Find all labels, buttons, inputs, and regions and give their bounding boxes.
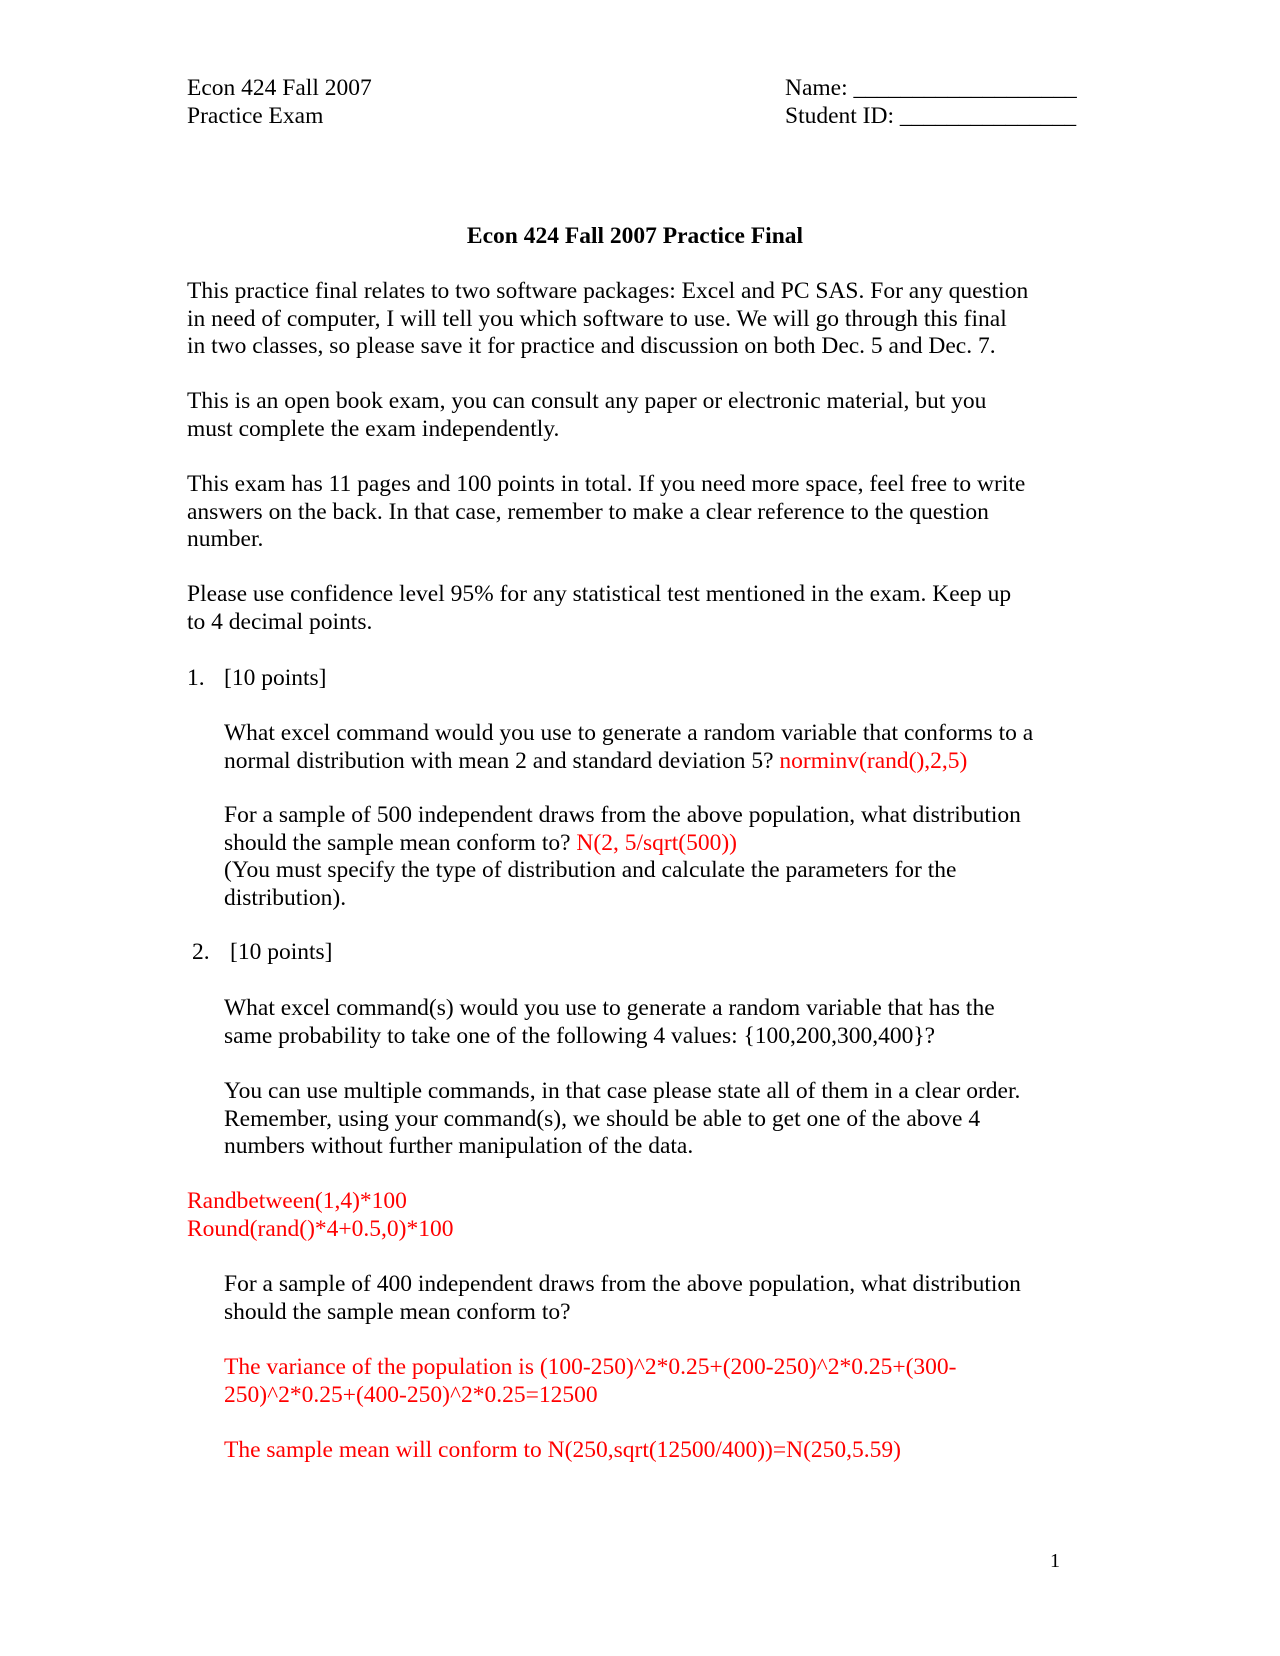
question-text-line: What excel command(s) would you use to generate a random variable that has the — [224, 995, 995, 1021]
question-text-line: For a sample of 500 independent draws from the above population, what distribution — [224, 802, 1021, 828]
question-text-line: distribution). — [224, 884, 347, 911]
question-2-variance-answer — [224, 1354, 1094, 1409]
question-1-points: [10 points] — [224, 665, 327, 691]
intro-line: Please use confidence level 95% for any statistical test mentioned in the exam. Keep up — [187, 581, 1012, 607]
student-id-field-label: Student ID: _______________ — [785, 103, 1077, 129]
answer-text: The sample mean will conform to N(250,sqrt(12500/400))=N(250,5.59) — [224, 1437, 901, 1463]
question-text-line: same probability to take one of the following 4 values: {100,200,300,400}? — [224, 1022, 936, 1049]
question-1-number: 1. — [187, 665, 205, 691]
answer-text: Round(rand()*4+0.5,0)*100 — [187, 1215, 454, 1242]
question-2-note — [224, 1078, 1094, 1161]
intro-line: in two classes, so please save it for practice and discussion on both Dec. 5 and Dec. 7. — [187, 333, 996, 359]
question-text: normal distribution with mean 2 and standard deviation 5? — [224, 747, 774, 774]
answer-text: N(2, 5/sqrt(500)) — [576, 829, 737, 856]
question-text-line: What excel command would you use to generate a random variable that conforms to a — [224, 720, 1034, 746]
intro-line: answers on the back. In that case, remember to make a clear reference to the question — [187, 498, 989, 525]
intro-line: This is an open book exam, you can consult any paper or electronic material, but you — [187, 388, 987, 414]
question-2-part-b — [224, 1271, 1094, 1326]
course-header: Econ 424 Fall 2007 — [187, 75, 372, 101]
intro-line: to 4 decimal points. — [187, 608, 373, 635]
intro-paragraph-4 — [187, 581, 1087, 636]
question-text-line: For a sample of 400 independent draws from the above population, what distribution — [224, 1271, 1021, 1297]
question-1-part-a — [224, 720, 1094, 775]
intro-paragraph-3 — [187, 471, 1087, 554]
answer-text: Randbetween(1,4)*100 — [187, 1188, 407, 1214]
intro-line: in need of computer, I will tell you which software to use. We will go through this final — [187, 305, 1007, 332]
question-2-part-a — [224, 995, 1094, 1050]
intro-paragraph-2 — [187, 388, 1087, 443]
question-2-answers — [187, 1188, 1087, 1243]
intro-line: This practice final relates to two software packages: Excel and PC SAS. For any question — [187, 278, 1029, 304]
question-text-line — [224, 830, 1094, 858]
question-text-line: Remember, using your command(s), we should be able to get one of the above 4 — [224, 1105, 981, 1132]
answer-text: norminv(rand(),2,5) — [779, 747, 968, 774]
doc-type-header: Practice Exam — [187, 103, 324, 129]
question-text-line: numbers without further manipulation of the data. — [224, 1133, 694, 1159]
question-2-mean-answer — [224, 1437, 1094, 1465]
question-text-line: You can use multiple commands, in that case please state all of them in a clear order. — [224, 1078, 1021, 1104]
intro-paragraph-1 — [187, 278, 1087, 361]
answer-text: 250)^2*0.25+(400-250)^2*0.25=12500 — [224, 1381, 598, 1408]
intro-line: number. — [187, 526, 264, 552]
question-2-points: [10 points] — [230, 939, 333, 965]
question-text: should the sample mean conform to? — [224, 829, 571, 856]
intro-line: This exam has 11 pages and 100 points in total. If you need more space, feel free to write — [187, 471, 1026, 497]
page-title: Econ 424 Fall 2007 Practice Final — [466, 223, 804, 249]
intro-line: must complete the exam independently. — [187, 415, 560, 442]
answer-text: The variance of the population is (100-250)^2*0.25+(200-250)^2*0.25+(300- — [224, 1354, 957, 1380]
page-number: 1 — [1050, 1550, 1060, 1572]
question-text-line: (You must specify the type of distribution and calculate the parameters for the — [224, 857, 957, 883]
question-text-line — [224, 748, 1094, 776]
question-text-line: should the sample mean conform to? — [224, 1298, 571, 1325]
question-1-part-b — [224, 802, 1094, 912]
name-field-label: Name: ___________________ — [785, 75, 1077, 101]
question-2-number: 2. — [192, 939, 210, 965]
